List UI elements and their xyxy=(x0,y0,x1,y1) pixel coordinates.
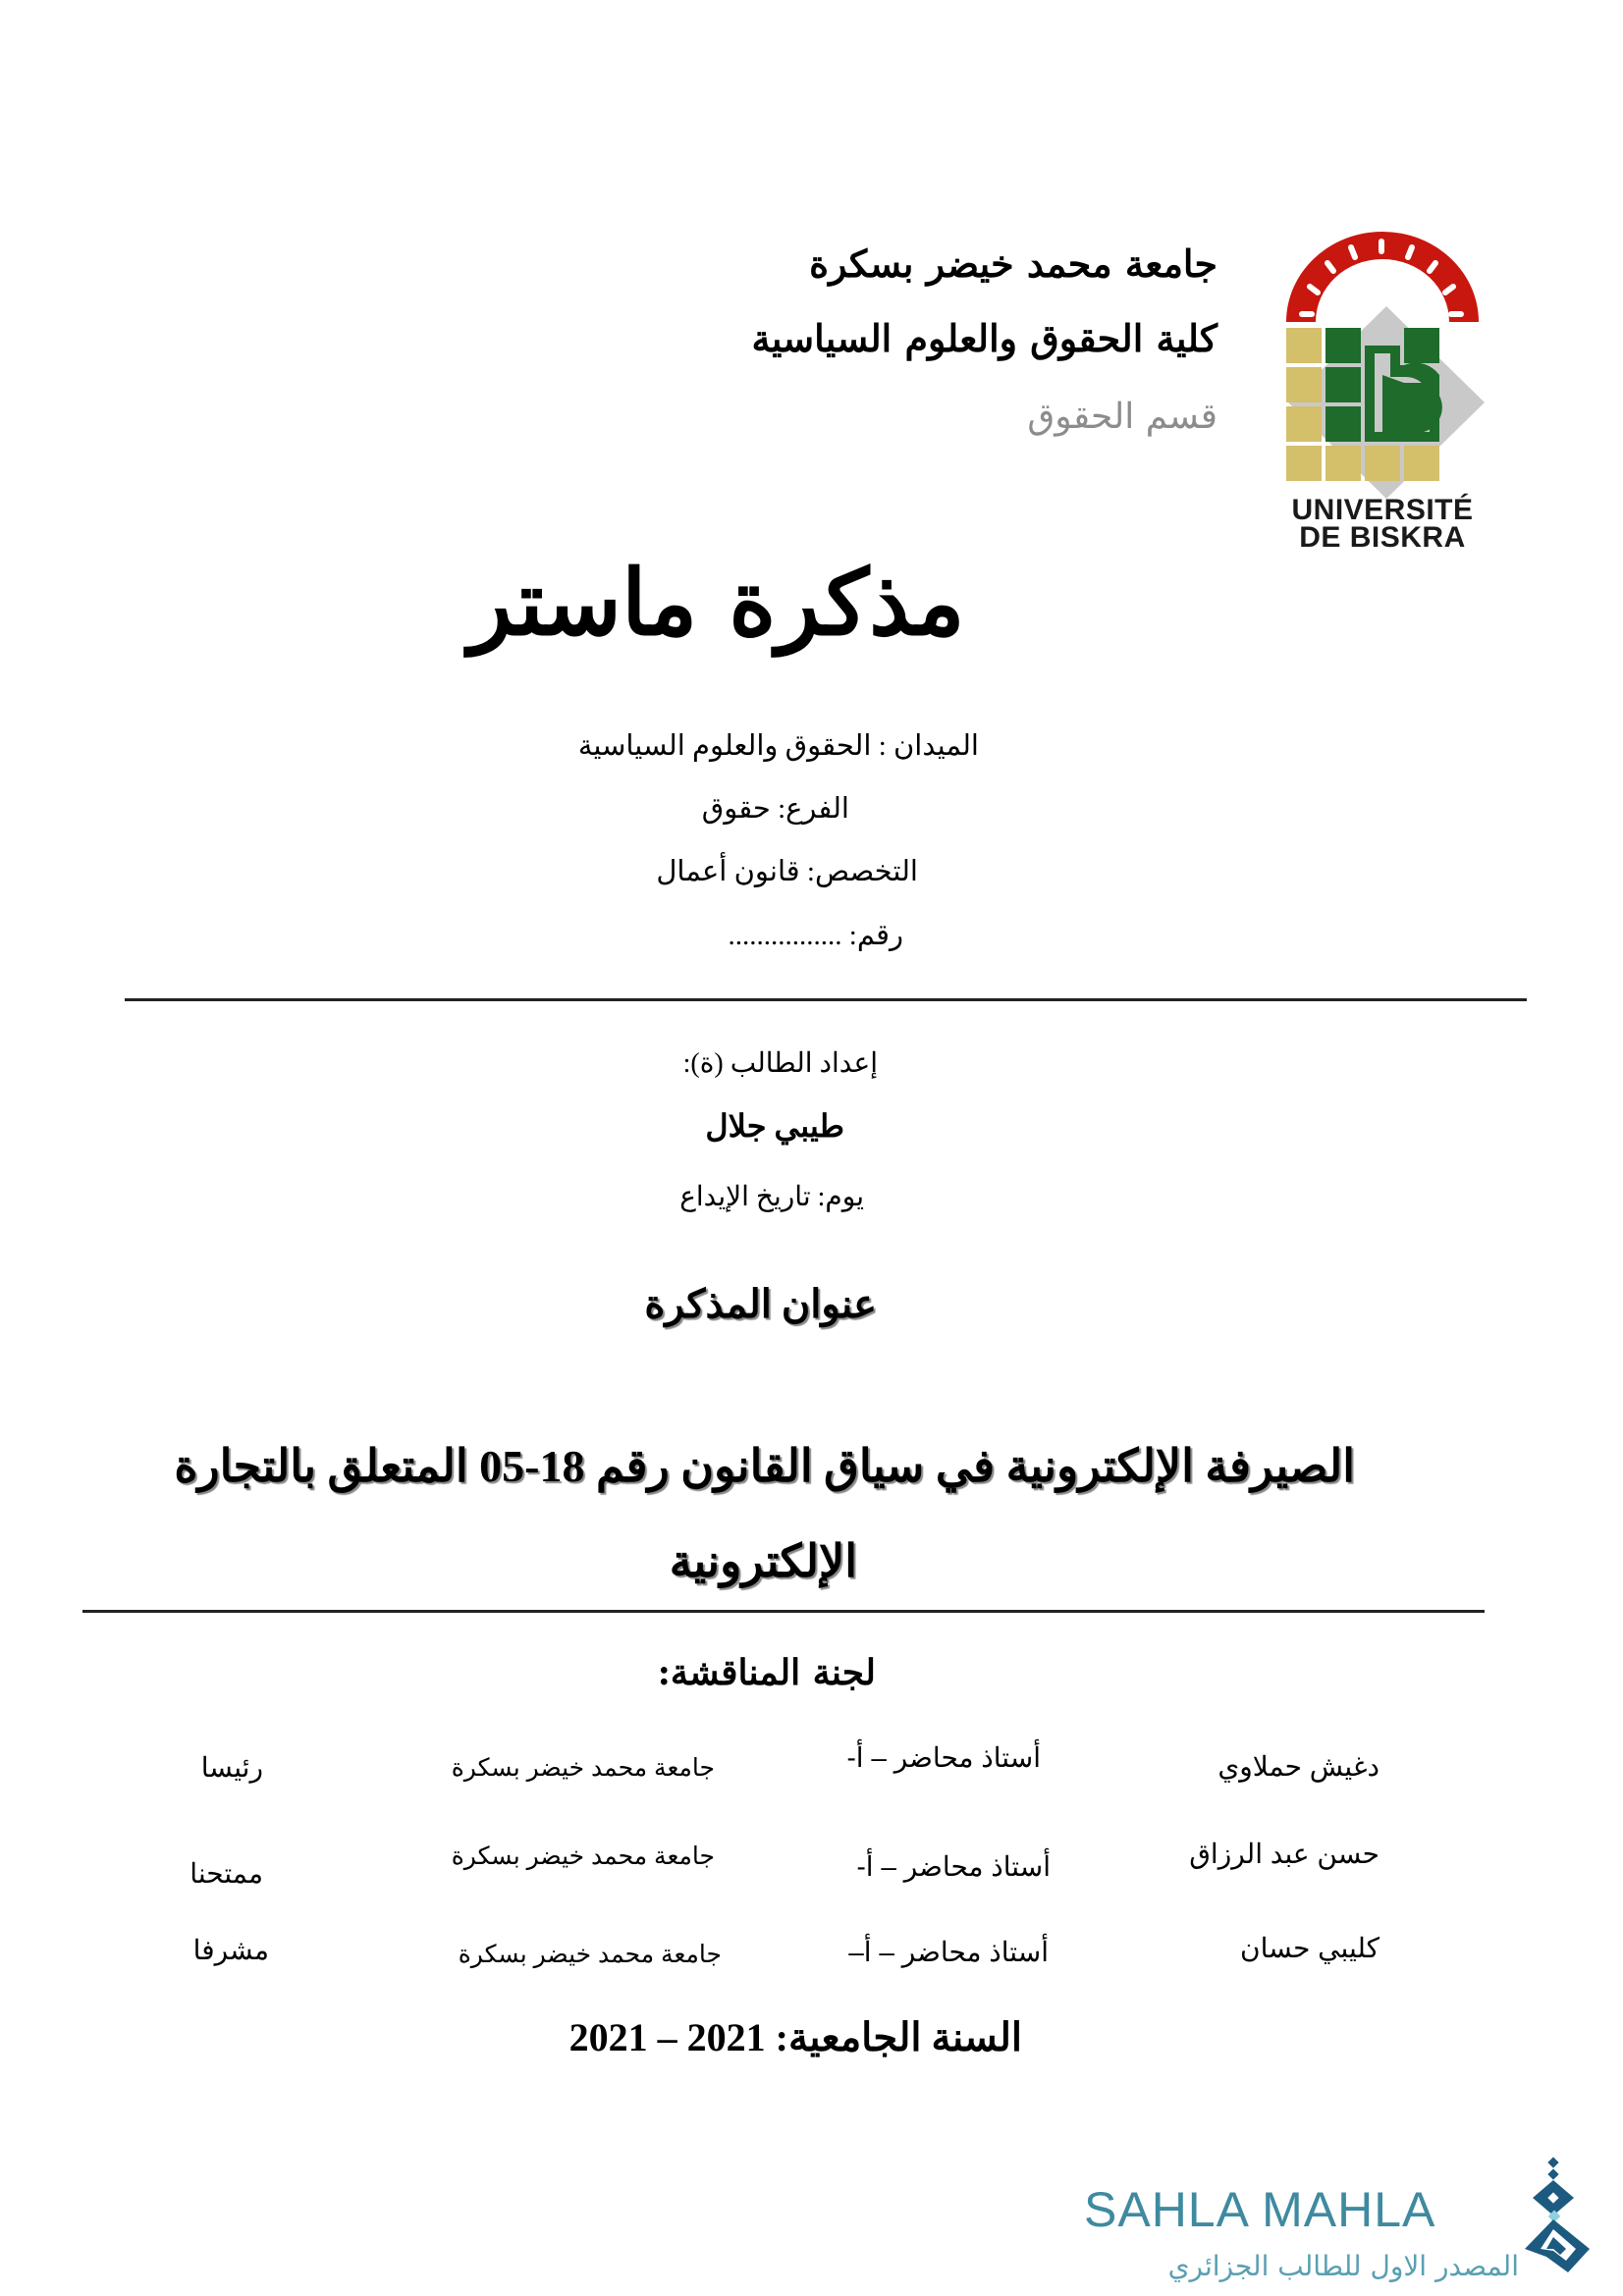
memo-title-line2: الإلكترونية xyxy=(669,1536,857,1586)
student-name: طيبي جلال xyxy=(705,1108,844,1144)
member-role: ممتحنا xyxy=(189,1858,263,1889)
field-specialty: التخصص: قانون أعمال xyxy=(656,856,918,887)
field-number: رقم: ................ xyxy=(728,920,903,951)
university-logo-text xyxy=(1265,494,1500,554)
memo-title-label: عنوان المذكرة xyxy=(644,1282,877,1326)
deposit-date: يوم: تاريخ الإيداع xyxy=(679,1182,864,1212)
member-university: جامعة محمد خيضر بسكرة xyxy=(451,1754,715,1782)
member-role: رئيسا xyxy=(200,1752,263,1783)
watermark-brand: SAHLA MAHLA xyxy=(1084,2182,1436,2237)
watermark-tagline: المصدر الاول للطالب الجزائري xyxy=(1167,2250,1519,2282)
member-rank: أستاذ محاضر – أ- xyxy=(856,1851,1051,1882)
sahla-mahla-logo-icon xyxy=(1517,2155,1605,2277)
department-name: قسم الحقوق xyxy=(1027,397,1217,437)
faculty-name: كلية الحقوق والعلوم السياسية xyxy=(751,316,1217,360)
committee-label: لجنة المناقشة: xyxy=(657,1652,876,1693)
academic-year: السنة الجامعية: 2021 – 2021 xyxy=(568,2015,1022,2059)
memo-title-line1: الصيرفة الإلكترونية في سياق القانون رقم 18-05 المتعلق بالتجارة xyxy=(174,1441,1355,1491)
member-name: كليبي حسان xyxy=(1240,1933,1380,1963)
logo-text-line1: UNIVERSITÉ xyxy=(1291,494,1474,526)
field-domain: الميدان : الحقوق والعلوم السياسية xyxy=(577,730,979,762)
divider-bottom xyxy=(82,1610,1485,1613)
member-name: دغيش حملاوي xyxy=(1217,1751,1380,1782)
divider-top xyxy=(125,998,1527,1001)
member-role: مشرفا xyxy=(192,1935,269,1965)
logo-text-line2: DE BISKRA xyxy=(1299,521,1466,554)
field-branch: الفرع: حقوق xyxy=(701,793,849,825)
member-rank: أستاذ محاضر – أ– xyxy=(848,1937,1049,1967)
university-name: جامعة محمد خيضر بسكرة xyxy=(809,241,1217,286)
member-university: جامعة محمد خيضر بسكرة xyxy=(458,1941,722,1968)
member-university: جامعة محمد خيضر بسكرة xyxy=(451,1842,715,1870)
member-name: حسن عبد الرزاق xyxy=(1189,1839,1380,1869)
prepared-by-label: إعداد الطالب (ة): xyxy=(682,1048,878,1079)
member-rank: أستاذ محاضر – أ- xyxy=(846,1742,1041,1773)
document-type-title: مذكرة ماستر xyxy=(468,550,965,656)
